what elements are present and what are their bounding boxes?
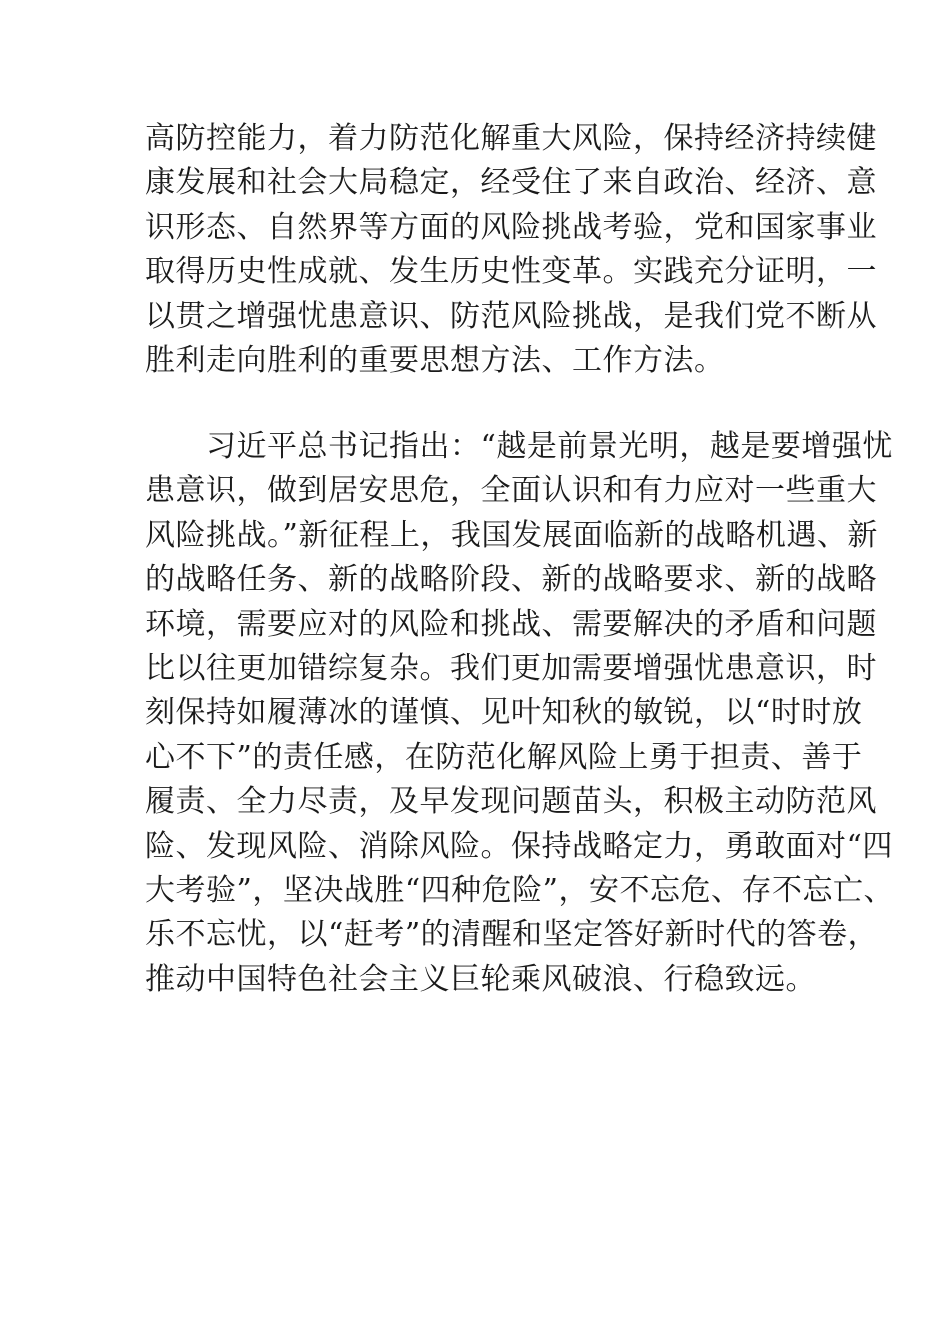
text-line: 险、发现风险、消除风险。保持战略定力，勇敢面对“四 — [145, 828, 893, 864]
text-line: 高防控能力，着力防范化解重大风险，保持经济持续健 — [145, 121, 877, 156]
text-line: 习近平总书记指出：“越是前景光明，越是要增强忧 — [145, 429, 893, 464]
text-line: 推动中国特色社会主义巨轮乘风破浪、行稳致远。 — [145, 961, 816, 997]
text-line: 乐不忘忧，以“赶考”的清醒和坚定答好新时代的答卷， — [145, 917, 879, 953]
text-line: 环境，需要应对的风险和挑战、需要解决的矛盾和问题 — [145, 606, 877, 642]
text-line: 的战略任务、新的战略阶段、新的战略要求、新的战略 — [145, 562, 877, 598]
text-line: 大考验”，坚决战胜“四种危险”，安不忘危、存不忘亡、 — [145, 872, 895, 908]
text-line: 心不下”的责任感，在防范化解风险上勇于担责、善于 — [145, 739, 863, 775]
text-line: 识形态、自然界等方面的风险挑战考验，党和国家事业 — [145, 209, 877, 245]
text-line: 刻保持如履薄冰的谨慎、见叶知秋的敏锐，以“时时放 — [145, 695, 863, 731]
text-line: 比以往更加错综复杂。我们更加需要增强忧患意识，时 — [145, 650, 877, 686]
paragraph-1 — [145, 117, 877, 383]
text-line: 取得历史性成就、发生历史性变革。实践充分证明，一 — [145, 254, 877, 290]
text-line: 康发展和社会大局稳定，经受住了来自政治、经济、意 — [145, 165, 877, 201]
text-line: 履责、全力尽责，及早发现问题苗头，积极主动防范风 — [145, 784, 877, 820]
text-line: 患意识，做到居安思危，全面认识和有力应对一些重大 — [145, 473, 877, 509]
text-line: 以贯之增强忧患意识、防范风险挑战，是我们党不断从 — [145, 298, 877, 334]
text-line: 风险挑战。”新征程上，我国发展面临新的战略机遇、新 — [145, 517, 878, 553]
paragraph-2 — [145, 425, 894, 1002]
text-line: 胜利走向胜利的重要思想方法、工作方法。 — [145, 342, 725, 378]
